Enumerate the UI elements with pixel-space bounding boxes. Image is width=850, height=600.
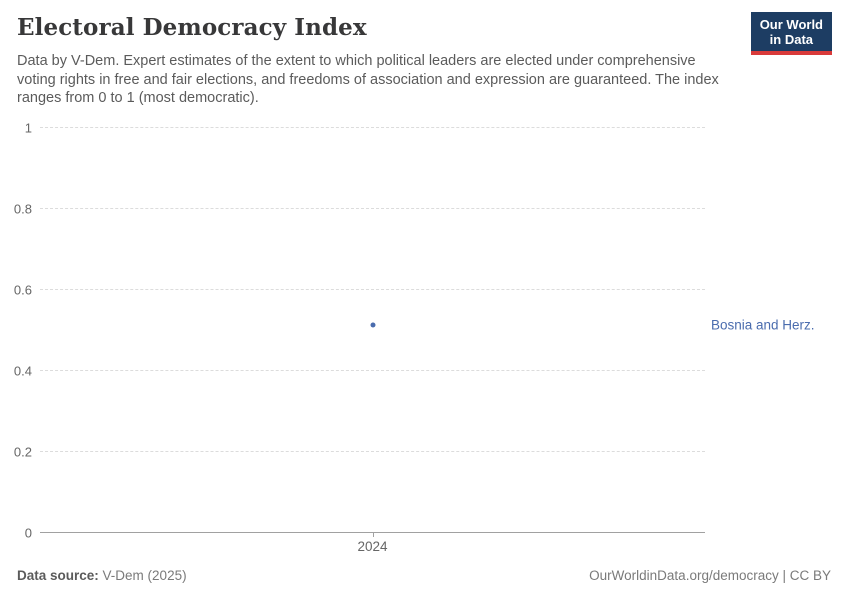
data-source-label: Data source:: [17, 568, 99, 583]
x-tick-label: 2024: [357, 539, 388, 554]
attribution: OurWorldinData.org/democracy | CC BY: [589, 568, 831, 583]
y-tick-label: 0.4: [13, 363, 32, 379]
gridline-0.8: [13, 201, 705, 217]
data-point-bosnia: [370, 323, 375, 328]
y-tick-label: 0.8: [13, 201, 32, 217]
data-source: [17, 568, 187, 583]
y-tick-label: 1: [24, 120, 32, 136]
gridline-0.4: [13, 363, 705, 379]
gridline-0.2: [13, 444, 705, 460]
page-title: Electoral Democracy Index: [17, 14, 367, 41]
owid-logo-line2: in Data: [769, 32, 814, 47]
owid-logo: [751, 12, 832, 55]
y-tick-label: 0.2: [13, 444, 32, 460]
y-tick-label: 0: [24, 525, 32, 541]
chart-footer: [17, 568, 831, 583]
data-source-value: V-Dem (2025): [102, 568, 187, 583]
owid-logo-line1: Our World: [759, 17, 823, 32]
x-tick-mark: [373, 532, 374, 537]
gridline-1: [24, 120, 705, 136]
chart-subtitle: Data by V-Dem. Expert estimates of the extent to which political leaders are elected under comprehensive voting rights in free and fair elections, and freedoms of association and expression are guaranteed. The index ranges from 0 to 1 (most democratic).: [17, 53, 719, 106]
entity-label: Bosnia and Herz.: [711, 317, 815, 333]
gridline-0.6: [13, 282, 705, 298]
y-tick-label: 0.6: [13, 282, 32, 298]
plot-area: [13, 120, 815, 554]
